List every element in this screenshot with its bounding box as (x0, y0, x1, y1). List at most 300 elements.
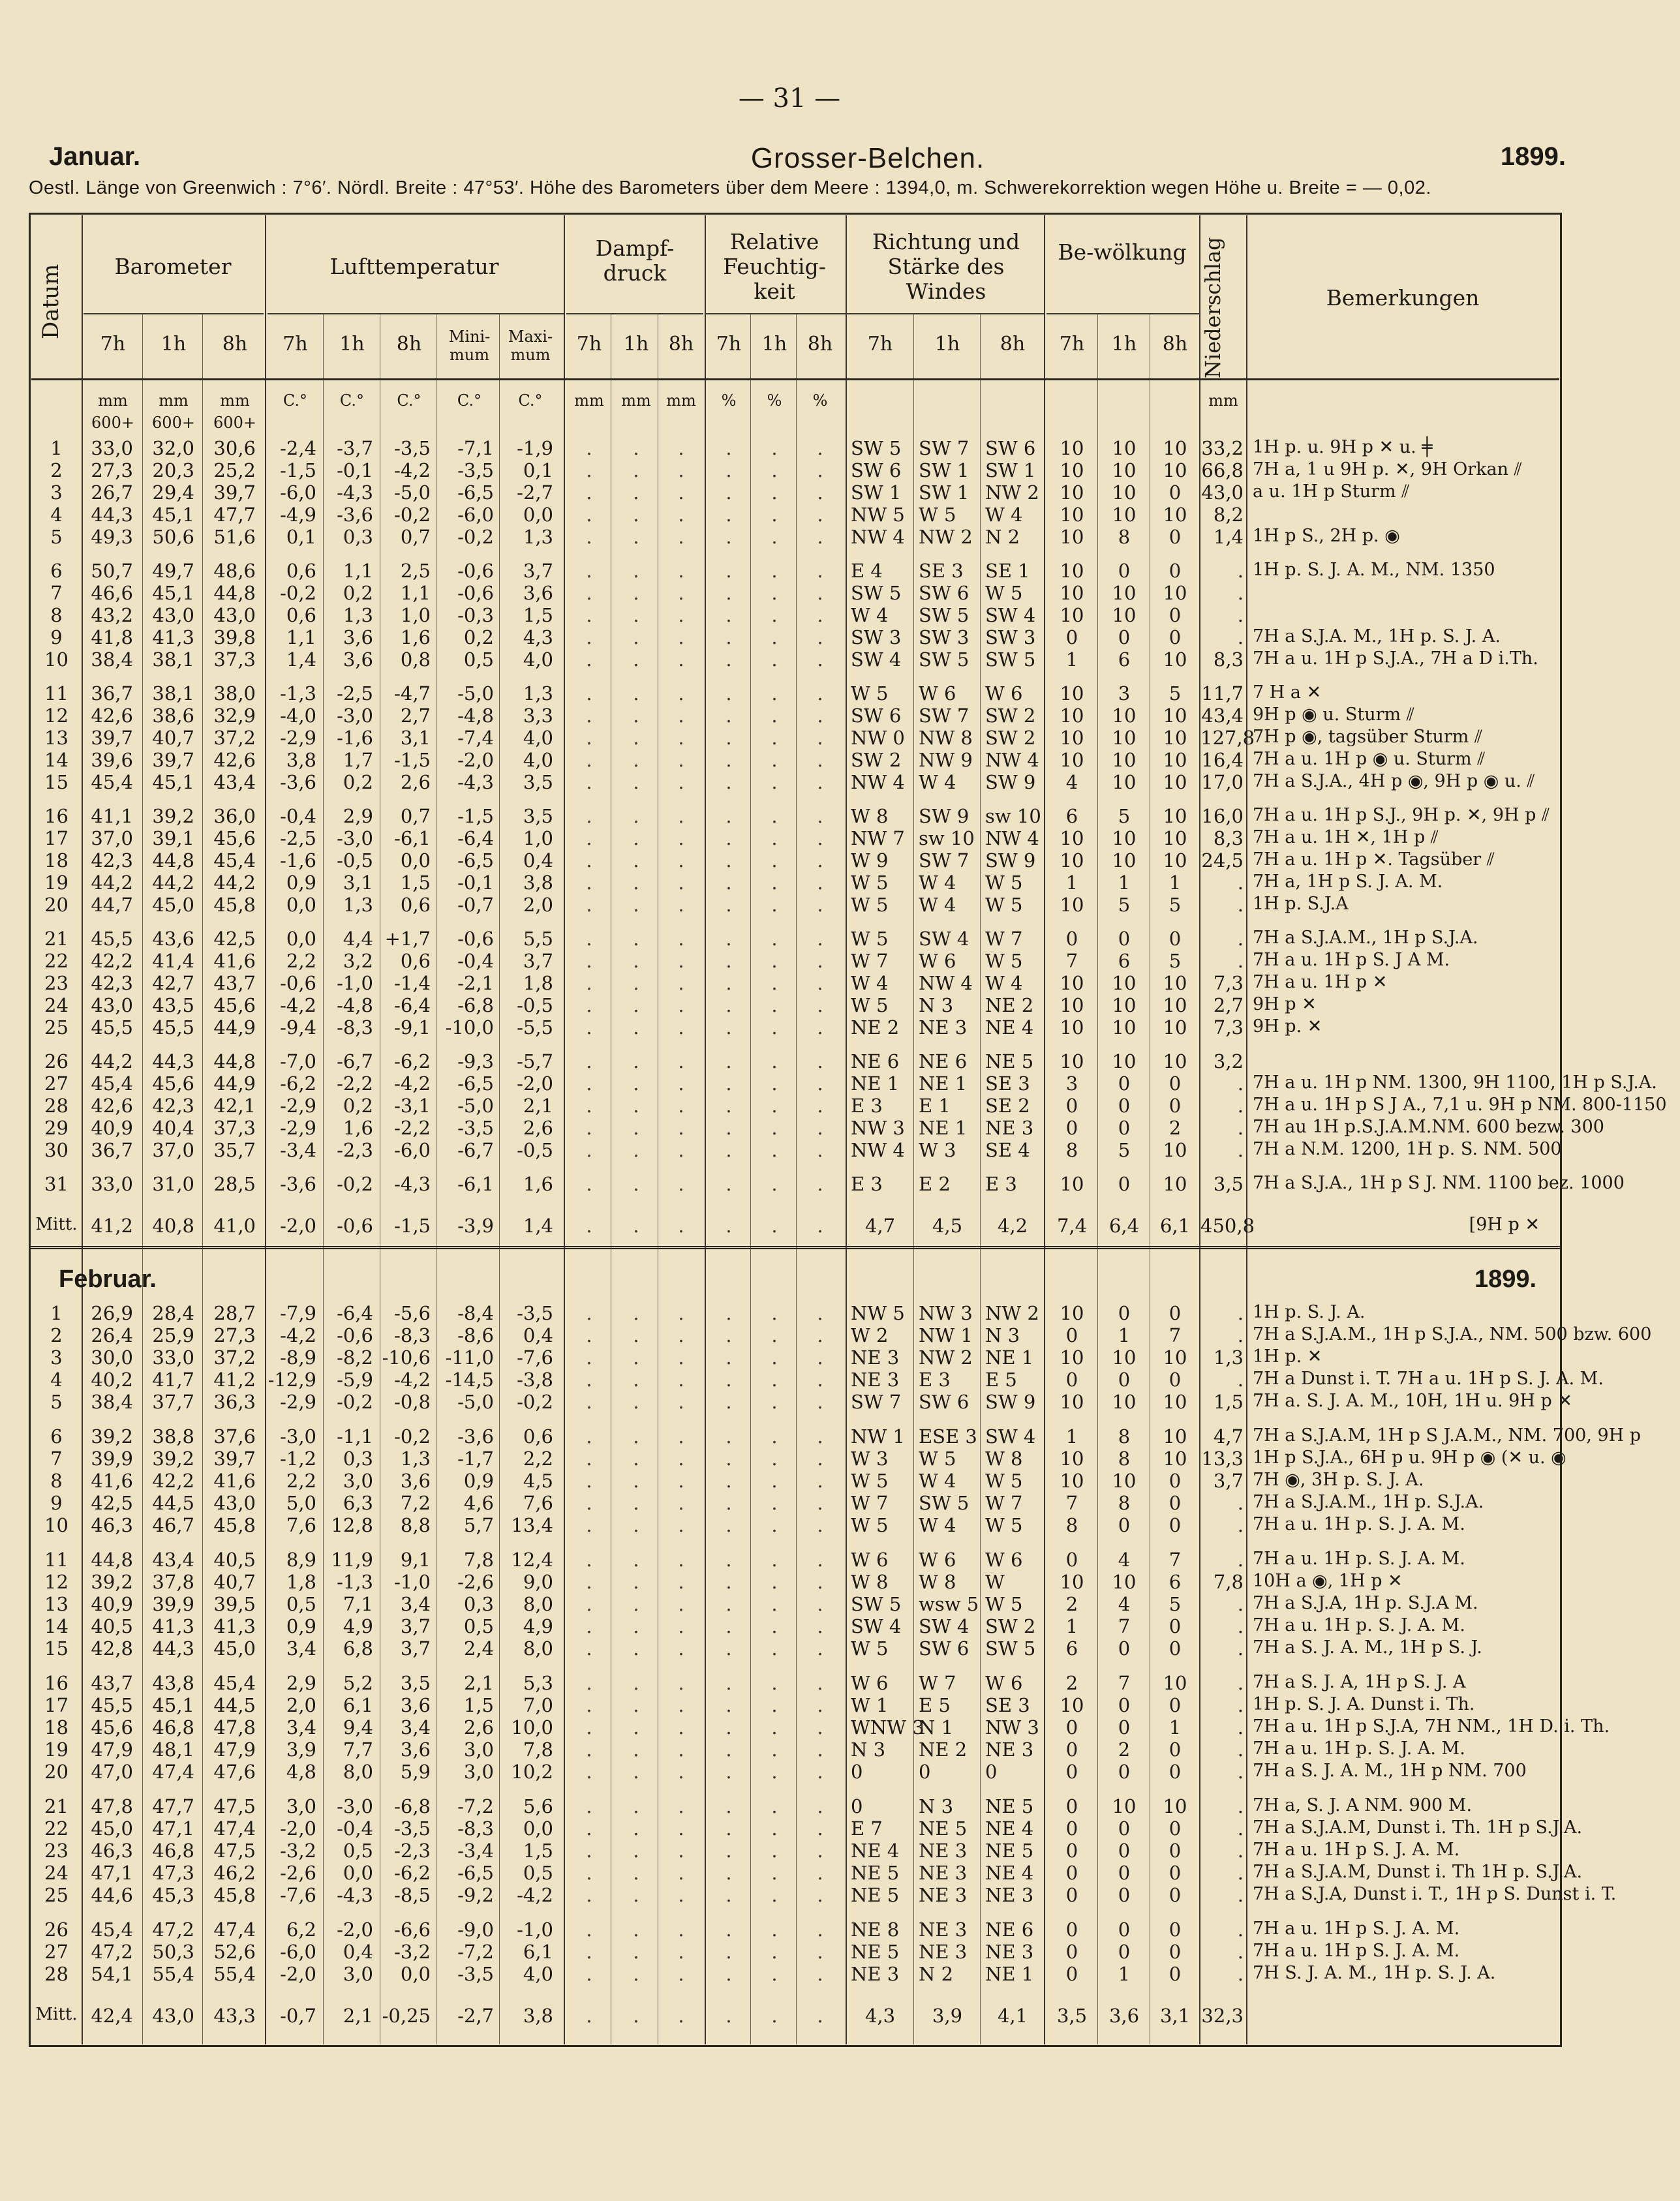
remark-cell: 7H a S.J.A, 1H p. S.J.A M. (1253, 1593, 1478, 1613)
temperature-cell: 2,6 (523, 1117, 553, 1139)
empty-cell: . (678, 827, 684, 849)
cloud-cell: 0 (1065, 1117, 1078, 1139)
wind-cell: SW 2 (851, 749, 902, 771)
remark-cell: 1H p. u. 9H p ✕ u. ╪ (1253, 437, 1433, 457)
precip-cell: . (1237, 582, 1244, 604)
remark-cell: 7H a S.J.A, Dunst i. T., 1H p S. Dunst i. T. (1253, 1884, 1617, 1904)
temperature-cell: 4,8 (286, 1761, 316, 1783)
unit-label: % (721, 391, 737, 410)
empty-cell: . (586, 648, 592, 671)
temperature-cell: 7,2 (400, 1492, 431, 1514)
cloud-cell: 10 (1163, 1139, 1187, 1161)
temperature-cell: 1,1 (286, 626, 316, 648)
temperature-cell: 4,5 (523, 1470, 553, 1492)
cloud-cell: 10 (1163, 727, 1187, 749)
barometer-cell: 40,4 (152, 1117, 194, 1139)
temperature-cell: -3,6 (280, 771, 316, 793)
temperature-cell: -9,1 (394, 1016, 431, 1039)
temperature-cell: -0,1 (337, 459, 373, 481)
cloud-cell: 10 (1112, 604, 1137, 626)
cloud-cell: 4 (1065, 771, 1078, 793)
barometer-cell: 46,6 (91, 582, 133, 604)
barometer-cell: 47,4 (213, 1817, 256, 1840)
day-cell: 18 (44, 849, 69, 872)
temperature-cell: -0,2 (280, 582, 316, 604)
day-cell: 15 (44, 1637, 69, 1660)
temperature-cell: -2,3 (337, 1139, 373, 1161)
temperature-cell: -7,4 (457, 727, 494, 749)
precip-cell: 7,3 (1213, 1016, 1244, 1039)
empty-cell: . (586, 1173, 592, 1195)
precip-cell: . (1237, 1302, 1244, 1324)
temperature-cell: -6,5 (457, 1862, 494, 1884)
barometer-mean: 40,8 (152, 1215, 194, 1237)
temperature-cell: 3,0 (463, 1761, 494, 1783)
wind-cell: W 1 (851, 1694, 889, 1716)
barometer-cell: 39,6 (91, 749, 133, 771)
temperature-cell: -4,7 (394, 682, 431, 705)
empty-cell: . (586, 437, 592, 459)
empty-cell: . (817, 682, 823, 705)
day-cell: 21 (44, 1795, 69, 1817)
temperature-cell: -4,2 (517, 1884, 553, 1906)
cloud-cell: 0 (1118, 1637, 1131, 1660)
barometer-cell: 41,3 (213, 1615, 256, 1637)
precip-cell: . (1237, 1919, 1244, 1941)
precip-cell: 17,0 (1201, 771, 1244, 793)
time-label: 1h (623, 333, 649, 356)
precip-cell: 3,2 (1213, 1050, 1244, 1072)
empty-cell: . (771, 727, 778, 749)
lufttemperatur-header: Lufttemperatur (329, 254, 499, 279)
wind-cell: NE 1 (919, 1072, 968, 1095)
unit-label: mm (621, 391, 651, 410)
february-year: 1899. (1474, 1266, 1537, 1293)
wind-cell: SW 5 (851, 582, 902, 604)
wind-cell: SW 6 (851, 459, 902, 481)
barometer-cell: 43,0 (213, 1492, 256, 1514)
temperature-cell: 2,2 (286, 950, 316, 972)
temperature-cell: -4,3 (337, 481, 373, 504)
temperature-cell: 3,0 (463, 1738, 494, 1761)
day-cell: 27 (44, 1941, 69, 1963)
empty-cell: . (633, 1016, 639, 1039)
temperature-cell: 3,6 (400, 1470, 431, 1492)
empty-cell: . (678, 1369, 684, 1391)
temperature-cell: 0,0 (343, 1862, 373, 1884)
temperature-cell: -5,0 (457, 682, 494, 705)
day-cell: 9 (50, 626, 63, 648)
temperature-cell: -5,6 (394, 1302, 431, 1324)
empty-cell: . (586, 950, 592, 972)
time-label: 1h (160, 333, 187, 356)
empty-cell: . (586, 526, 592, 548)
cloud-mean: 6,1 (1159, 1215, 1191, 1237)
cloud-cell: 10 (1163, 504, 1187, 526)
wind-cell: NW 5 (851, 1302, 905, 1324)
barometer-cell: 41,3 (152, 1615, 194, 1637)
precip-cell: . (1237, 894, 1244, 916)
barometer-cell: 43,7 (213, 972, 256, 994)
temperature-cell: 0,2 (343, 771, 373, 793)
cloud-cell: 10 (1163, 1346, 1187, 1369)
empty-cell: . (633, 771, 639, 793)
empty-cell: . (725, 894, 732, 916)
temperature-cell: 3,6 (343, 648, 373, 671)
remark-cell: 7H a u. 1H p S.J.A., 7H a D i.Th. (1253, 648, 1538, 669)
empty-cell: . (817, 481, 823, 504)
temperature-cell: 0,5 (523, 1862, 553, 1884)
cloud-cell: 8 (1118, 1425, 1131, 1448)
cloud-cell: 0 (1065, 1549, 1078, 1571)
temperature-cell: 1,1 (343, 560, 373, 582)
temperature-cell: -3,6 (280, 1173, 316, 1195)
empty-cell: . (633, 1425, 639, 1448)
barometer-cell: 45,4 (91, 771, 133, 793)
cloud-cell: 1 (1118, 1324, 1131, 1346)
empty-cell: . (586, 1215, 592, 1237)
wind-cell: sw 10 (919, 827, 975, 849)
precip-cell: . (1237, 872, 1244, 894)
wind-cell: W 4 (851, 972, 889, 994)
empty-cell: . (725, 1694, 732, 1716)
empty-cell: . (771, 1448, 778, 1470)
barometer-cell: 25,2 (213, 459, 256, 481)
temperature-cell: 0,5 (286, 1593, 316, 1615)
wind-cell: W 8 (851, 805, 889, 827)
temperature-cell: -6,0 (394, 1139, 431, 1161)
barometer-cell: 40,9 (91, 1593, 133, 1615)
empty-cell: . (771, 459, 778, 481)
empty-cell: . (586, 1391, 592, 1413)
temperature-cell: 0,1 (286, 526, 316, 548)
cloud-cell: 1 (1118, 872, 1131, 894)
barometer-cell: 31,0 (152, 1173, 194, 1195)
empty-cell: . (725, 749, 732, 771)
wind-cell: W (985, 1571, 1005, 1593)
remark-cell: 1H p. S.J.A (1253, 894, 1349, 914)
barometer-cell: 42,6 (91, 1095, 133, 1117)
temperature-cell: 0,9 (286, 872, 316, 894)
day-cell: 25 (44, 1884, 69, 1906)
wind-cell: W 5 (919, 1448, 956, 1470)
cloud-cell: 4 (1118, 1549, 1131, 1571)
empty-cell: . (771, 1615, 778, 1637)
temperature-mean: -0,6 (337, 1215, 373, 1237)
wind-cell: E 1 (919, 1095, 951, 1117)
wind-cell: WNW 3 (851, 1716, 924, 1738)
empty-cell: . (586, 928, 592, 950)
barometer-cell: 30,0 (91, 1346, 133, 1369)
cloud-cell: 0 (1118, 1095, 1131, 1117)
empty-cell: . (586, 872, 592, 894)
cloud-cell: 10 (1060, 849, 1084, 872)
barometer-cell: 40,7 (213, 1571, 256, 1593)
precip-cell: . (1237, 1672, 1244, 1694)
cloud-cell: 10 (1060, 894, 1084, 916)
wind-cell: SW 4 (851, 1615, 902, 1637)
barometer-cell: 32,9 (213, 705, 256, 727)
barometer-cell: 46,8 (152, 1840, 194, 1862)
cloud-cell: 10 (1060, 1302, 1084, 1324)
bemerkungen-header: Bemerkungen (1326, 285, 1480, 311)
temperature-cell: -0,1 (457, 872, 494, 894)
cloud-cell: 5 (1118, 1139, 1131, 1161)
time-label: 7h (283, 333, 308, 356)
cloud-cell: 10 (1163, 1050, 1187, 1072)
wind-cell: NW 9 (919, 749, 973, 771)
empty-cell: . (678, 1615, 684, 1637)
temperature-cell: -0,6 (337, 1324, 373, 1346)
barometer-cell: 42,2 (91, 950, 133, 972)
cloud-cell: 0 (1168, 1369, 1182, 1391)
wind-cell: NE 2 (851, 1016, 900, 1039)
barometer-cell: 41,6 (213, 950, 256, 972)
precip-cell: 3,7 (1213, 1470, 1244, 1492)
temperature-cell: -3,6 (457, 1425, 494, 1448)
day-cell: 3 (50, 1346, 63, 1369)
temperature-cell: -4,2 (394, 1369, 431, 1391)
barometer-cell: 46,3 (91, 1840, 133, 1862)
wind-cell: W 6 (851, 1549, 889, 1571)
remark-cell: 7H a u. 1H p ✕. Tagsüber ⫽ (1253, 849, 1495, 870)
column-rule-fine (142, 313, 143, 2044)
empty-cell: . (678, 682, 684, 705)
wind-cell: SW 5 (985, 1637, 1036, 1660)
temperature-cell: -1,5 (457, 805, 494, 827)
barometer-cell: 25,9 (152, 1324, 194, 1346)
remark-cell: a u. 1H p Sturm ⫽ (1253, 481, 1410, 502)
empty-cell: . (678, 1173, 684, 1195)
empty-cell: . (725, 1470, 732, 1492)
temperature-mean: 2,1 (343, 2005, 373, 2027)
empty-cell: . (771, 805, 778, 827)
wind-cell: W 5 (985, 1593, 1023, 1615)
empty-cell: . (633, 1615, 639, 1637)
empty-cell: . (725, 682, 732, 705)
temperature-cell: -2,2 (337, 1072, 373, 1095)
day-cell: 24 (44, 994, 69, 1016)
cloud-cell: 10 (1112, 849, 1137, 872)
wind-mean: 4,1 (997, 2005, 1028, 2027)
wind-cell: W 5 (851, 682, 889, 705)
empty-cell: . (817, 749, 823, 771)
wind-cell: W 3 (919, 1139, 956, 1161)
cloud-cell: 0 (1118, 1514, 1131, 1536)
day-cell: 23 (44, 972, 69, 994)
cloud-cell: 10 (1163, 648, 1187, 671)
temperature-cell: 12,4 (511, 1549, 553, 1571)
empty-cell: . (817, 950, 823, 972)
wind-cell: E 3 (851, 1173, 883, 1195)
empty-cell: . (678, 582, 684, 604)
barometer-mean: 43,0 (152, 2005, 194, 2027)
barometer-cell: 28,4 (152, 1302, 194, 1324)
empty-cell: . (633, 849, 639, 872)
temperature-cell: -1,2 (280, 1448, 316, 1470)
wind-cell: ESE 3 (919, 1425, 977, 1448)
precip-cell: 16,0 (1201, 805, 1244, 827)
temperature-cell: 0,4 (343, 1941, 373, 1963)
temperature-cell: -1,9 (517, 437, 553, 459)
cloud-cell: 8 (1118, 1492, 1131, 1514)
barometer-cell: 45,5 (91, 928, 133, 950)
wind-cell: NE 3 (851, 1346, 900, 1369)
temperature-cell: -2,5 (280, 827, 316, 849)
cloud-mean: 3,5 (1056, 2005, 1088, 2027)
empty-cell: . (725, 1346, 732, 1369)
barometer-cell: 43,0 (91, 994, 133, 1016)
empty-cell: . (633, 1139, 639, 1161)
empty-cell: . (771, 1919, 778, 1941)
barometer-cell: 42,5 (91, 1492, 133, 1514)
empty-cell: . (586, 1050, 592, 1072)
temperature-cell: 5,7 (463, 1514, 494, 1536)
day-cell: 9 (50, 1492, 63, 1514)
empty-cell: . (817, 805, 823, 827)
empty-cell: . (725, 1324, 732, 1346)
temperature-cell: 10,0 (511, 1716, 553, 1738)
cloud-cell: 4 (1118, 1593, 1131, 1615)
temperature-cell: -4,8 (457, 705, 494, 727)
wind-cell: N 3 (985, 1324, 1020, 1346)
wind-cell: W 5 (851, 1514, 889, 1536)
temperature-cell: -8,3 (394, 1324, 431, 1346)
empty-cell: . (678, 1072, 684, 1095)
cloud-cell: 10 (1060, 1050, 1084, 1072)
barometer-cell: 44,5 (152, 1492, 194, 1514)
barometer-cell: 39,1 (152, 827, 194, 849)
empty-cell: . (725, 1761, 732, 1783)
temperature-cell: -0,4 (337, 1817, 373, 1840)
empty-cell: . (771, 771, 778, 793)
barometer-mean: 41,2 (91, 1215, 133, 1237)
temperature-cell: -3,7 (337, 437, 373, 459)
empty-cell: . (633, 1492, 639, 1514)
temperature-cell: 3,1 (400, 727, 431, 749)
temperature-cell: 3,8 (286, 749, 316, 771)
month-separator (29, 1246, 1562, 1249)
cloud-cell: 10 (1060, 1391, 1084, 1413)
remark-cell: 7H a N.M. 1200, 1H p. S. NM. 500 (1253, 1139, 1562, 1159)
empty-cell: . (817, 928, 823, 950)
cloud-cell: 2 (1118, 1738, 1131, 1761)
temperature-cell: -3,0 (280, 1425, 316, 1448)
empty-cell: . (817, 1369, 823, 1391)
precip-cell: . (1237, 1369, 1244, 1391)
temperature-cell: 1,8 (286, 1571, 316, 1593)
precip-cell: 2,7 (1213, 994, 1244, 1016)
wind-mean: 4,7 (864, 1215, 896, 1237)
temperature-cell: 10,2 (511, 1761, 553, 1783)
day-cell: 26 (44, 1050, 69, 1072)
wind-cell: E 7 (851, 1817, 883, 1840)
temperature-cell: 2,6 (400, 771, 431, 793)
empty-cell: . (771, 1795, 778, 1817)
empty-cell: . (725, 560, 732, 582)
temperature-cell: 2,9 (286, 1672, 316, 1694)
day-cell: 1 (50, 437, 63, 459)
cloud-cell: 10 (1060, 994, 1084, 1016)
empty-cell: . (817, 1884, 823, 1906)
empty-cell: . (817, 1672, 823, 1694)
empty-cell: . (817, 1050, 823, 1072)
cloud-cell: 10 (1060, 827, 1084, 849)
temperature-cell: 11,9 (331, 1549, 373, 1571)
barometer-cell: 44,5 (213, 1694, 256, 1716)
empty-cell: . (725, 648, 732, 671)
barometer-cell: 55,4 (152, 1963, 194, 1985)
empty-cell: . (678, 950, 684, 972)
temperature-cell: 1,5 (463, 1694, 494, 1716)
barometer-cell: 54,1 (91, 1963, 133, 1985)
cloud-cell: 10 (1112, 1050, 1137, 1072)
empty-cell: . (633, 950, 639, 972)
temperature-cell: 0,6 (523, 1425, 553, 1448)
remark-cell: 7H a u. 1H p. S. J. A. M. (1253, 1514, 1465, 1534)
barometer-cell: 45,5 (152, 1016, 194, 1039)
temperature-cell: -0,8 (394, 1391, 431, 1413)
empty-cell: . (771, 1016, 778, 1039)
empty-cell: . (678, 648, 684, 671)
barometer-cell: 44,7 (91, 894, 133, 916)
cloud-cell: 10 (1060, 1016, 1084, 1039)
barometer-cell: 40,2 (91, 1369, 133, 1391)
temperature-cell: -3,6 (337, 504, 373, 526)
empty-cell: . (633, 1095, 639, 1117)
wind-cell: SE 3 (919, 560, 964, 582)
cloud-cell: 0 (1065, 1369, 1078, 1391)
temperature-cell: -7,9 (280, 1302, 316, 1324)
cloud-cell: 10 (1163, 1016, 1187, 1039)
temperature-cell: 0,8 (400, 648, 431, 671)
wind-cell: NW 5 (851, 504, 905, 526)
temperature-cell: -1,6 (280, 849, 316, 872)
temperature-cell: 0,0 (286, 928, 316, 950)
wind-cell: NE 2 (985, 994, 1034, 1016)
barometer-header: Barometer (114, 254, 232, 279)
empty-cell: . (678, 526, 684, 548)
temperature-cell: 1,4 (286, 648, 316, 671)
time-label: 1h (1111, 333, 1137, 356)
temperature-cell: -0,3 (457, 604, 494, 626)
day-cell: 15 (44, 771, 69, 793)
empty-cell: . (771, 872, 778, 894)
precip-cell: . (1237, 1963, 1244, 1985)
wind-cell: NE 5 (851, 1862, 900, 1884)
remark-cell: 7H a u. 1H p ◉ u. Sturm ⫽ (1253, 749, 1486, 769)
temperature-cell: -4,3 (457, 771, 494, 793)
temperature-cell: -6,8 (394, 1795, 431, 1817)
barometer-cell: 39,2 (152, 1448, 194, 1470)
empty-cell: . (678, 560, 684, 582)
empty-cell: . (678, 872, 684, 894)
empty-cell: . (586, 2005, 592, 2027)
time-label: 8h (222, 333, 248, 356)
wind-cell: NE 6 (851, 1050, 900, 1072)
temperature-cell: 2,1 (463, 1672, 494, 1694)
barometer-cell: 47,3 (152, 1862, 194, 1884)
empty-cell: . (586, 827, 592, 849)
empty-cell: . (817, 648, 823, 671)
empty-cell: . (633, 872, 639, 894)
barometer-cell: 49,7 (152, 560, 194, 582)
cloud-cell: 10 (1112, 705, 1137, 727)
cloud-cell: 8 (1065, 1514, 1078, 1536)
wind-cell: W 5 (851, 1637, 889, 1660)
empty-cell: . (678, 437, 684, 459)
column-rule (1044, 215, 1045, 2044)
